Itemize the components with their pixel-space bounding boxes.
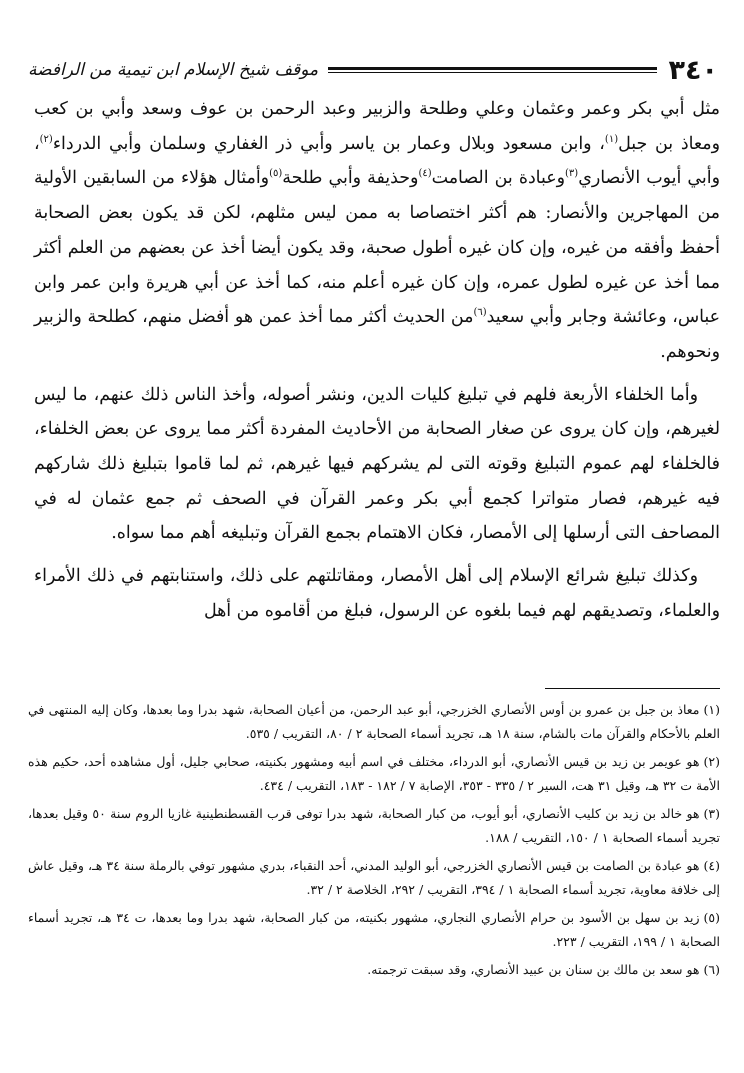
footnote-ref: (٥): [269, 168, 283, 180]
footnote: [28, 698, 720, 746]
footnote-ref: (٣): [565, 168, 579, 180]
footnote-number: (١): [703, 702, 720, 717]
footnotes: [28, 698, 720, 986]
footnote-ref: (٤): [418, 168, 432, 180]
running-title: موقف شيخ الإسلام ابن تيمية من الرافضة: [28, 60, 319, 80]
footnote-number: (٤): [703, 858, 720, 873]
text-run: وكذلك تبليغ شرائع الإسلام إلى أهل الأمصار، ومقاتلتهم على ذلك، واستنابتهم في ذلك الأمراء والعلماء، وتصديقهم لهم فيما بلغوه عن الرسول، فبلغ من أقاموه من أهل: [34, 566, 720, 621]
paragraph: [34, 92, 720, 370]
text-run: وأمثال هؤلاء من السابقين الأولية من المهاجرين والأنصار: هم أكثر اختصاصا به ممن ليس مثلهم، لكن قد يكون بعض الصحابة أحفظ وأفقه من غيره، وإن كان غيره أطول صحبة، وقد يكون أيضا أخذ عن بعضهم من العلم أكثر مما أخذ عن غيره لطول عمره، وإن كان غيره أعلم منه، كما أخذ عن أبي هريرة وابن عمر وابن عباس، وعائشة وجابر وأبي سعيد: [34, 168, 720, 328]
footnote-text: هو سعد بن مالك بن سنان بن عبيد الأنصاري، وقد سبقت ترجمته.: [367, 962, 700, 977]
footnote: [28, 750, 720, 798]
text-run: وعبادة بن الصامت: [431, 168, 566, 189]
page-number: ٣٤٠: [668, 54, 718, 86]
footnote-text: هو خالد بن زيد بن كليب الأنصاري، أبو أيوب، من كبار الصحابة، شهد بدرا توفى قرب القسطنطينية غازيا الروم سنة ٥٠ وقيل بعدها، تجريد أسماء الصحابة ١ / ١٥٠، التقريب / ١٨٨.: [28, 806, 720, 845]
footnote: [28, 854, 720, 902]
footnote-ref: (٦): [473, 307, 487, 319]
footnote: [28, 958, 720, 982]
text-run: ، وابن مسعود وبلال وعمار بن ياسر وأبي ذر الغفاري وسلمان وأبي الدرداء: [52, 133, 605, 154]
footnote-text: هو عبادة بن الصامت بن قيس الأنصاري الخزرجي، أبو الوليد المدني، أحد النقباء، بدري مشهور توفي بالرملة سنة ٣٤ هـ، وقيل عاش إلى خلافة معاوية، تجريد أسماء الصحابة ١ / ٣٩٤، التقريب / ٢٩٢، الخلاصة ٢ / ٣٢.: [28, 858, 720, 897]
footnote-number: (٣): [703, 806, 721, 821]
footnote-number: (٢): [703, 754, 720, 769]
footnote: [28, 802, 720, 850]
footnote-ref: (٢): [39, 133, 53, 145]
main-text: [34, 92, 720, 629]
footnote-number: (٦): [703, 962, 720, 977]
text-run: وحذيفة وأبي طلحة: [282, 168, 419, 189]
footnote-divider: [545, 688, 720, 689]
paragraph: [34, 378, 720, 552]
footnote-number: (٥): [703, 910, 720, 925]
footnote-text: هو عويمر بن زيد بن قيس الأنصاري، أبو الدرداء، مختلف في اسم أبيه ومشهور بكنيته، صحابي جليل، أول مشاهده أحد، حكيم هذه الأمة ت ٣٢ هـ، وقيل ٣١ هت، السير ٢ / ٣٣٥ - ٣٥٣، الإصابة ٧ / ١٨٢ - ١٨٣، التقريب / ٤٣٤.: [28, 754, 720, 793]
paragraph: [34, 559, 720, 628]
text-run: مثل أبي بكر وعمر وعثمان وعلي وطلحة والزبير وعبد الرحمن بن عوف وسعد وأبي بن كعب ومعاذ بن جبل: [34, 99, 720, 154]
footnote-text: معاذ بن جبل بن عمرو بن أوس الأنصاري الخزرجي، أبو عبد الرحمن، من أعيان الصحابة، شهد بدرا وما بعدها، وكان إليه المنتهى في العلم بالأحكام والقرآن مات بالشام، سنة ١٨ هـ، تجريد أسماء الصحابة ٢ / ٨٠، التقريب / ٥٣٥.: [28, 702, 720, 741]
footnote: [28, 906, 720, 954]
page-header: [28, 50, 718, 90]
text-run: وأما الخلفاء الأربعة فلهم في تبليغ كليات الدين، ونشر أصوله، وأخذ الناس ذلك عنهم، ما ليس لغيرهم، وإن كان يروى عن صغار الصحابة من الأحاديث المفردة أكثر مما يروى عن بعض الخلفاء، فالخلفاء لهم عموم التبليغ وقوته التى لم يشركهم فيها غيرهم، ثم لما قاموا بتبليغ ذلك شاركهم فيه غيرهم، فصار متواترا كجمع أبي بكر وعمر القرآن في الصحف ثم جمع عثمان له في المصاحف التى أرسلها إلى الأمصار، فكان الاهتمام بجمع القرآن وتبليغه أهم مما سواه.: [34, 384, 720, 544]
footnote-ref: (١): [604, 133, 619, 145]
header-rule: [328, 67, 656, 73]
footnote-text: زيد بن سهل بن الأسود بن حرام الأنصاري النجاري، مشهور بكنيته، من كبار الصحابة، شهد بدرا وما بعدها، ت ٣٤ هـ، تجريد أسماء الصحابة ١ / ١٩٩، التقريب / ٢٢٣.: [28, 910, 720, 949]
text-run: من الحديث أكثر مما أخذ عمن هو أفضل منهم، كطلحة والزبير ونحوهم.: [34, 307, 720, 362]
text-run: ، وأبي أيوب الأنصاري: [34, 133, 720, 189]
